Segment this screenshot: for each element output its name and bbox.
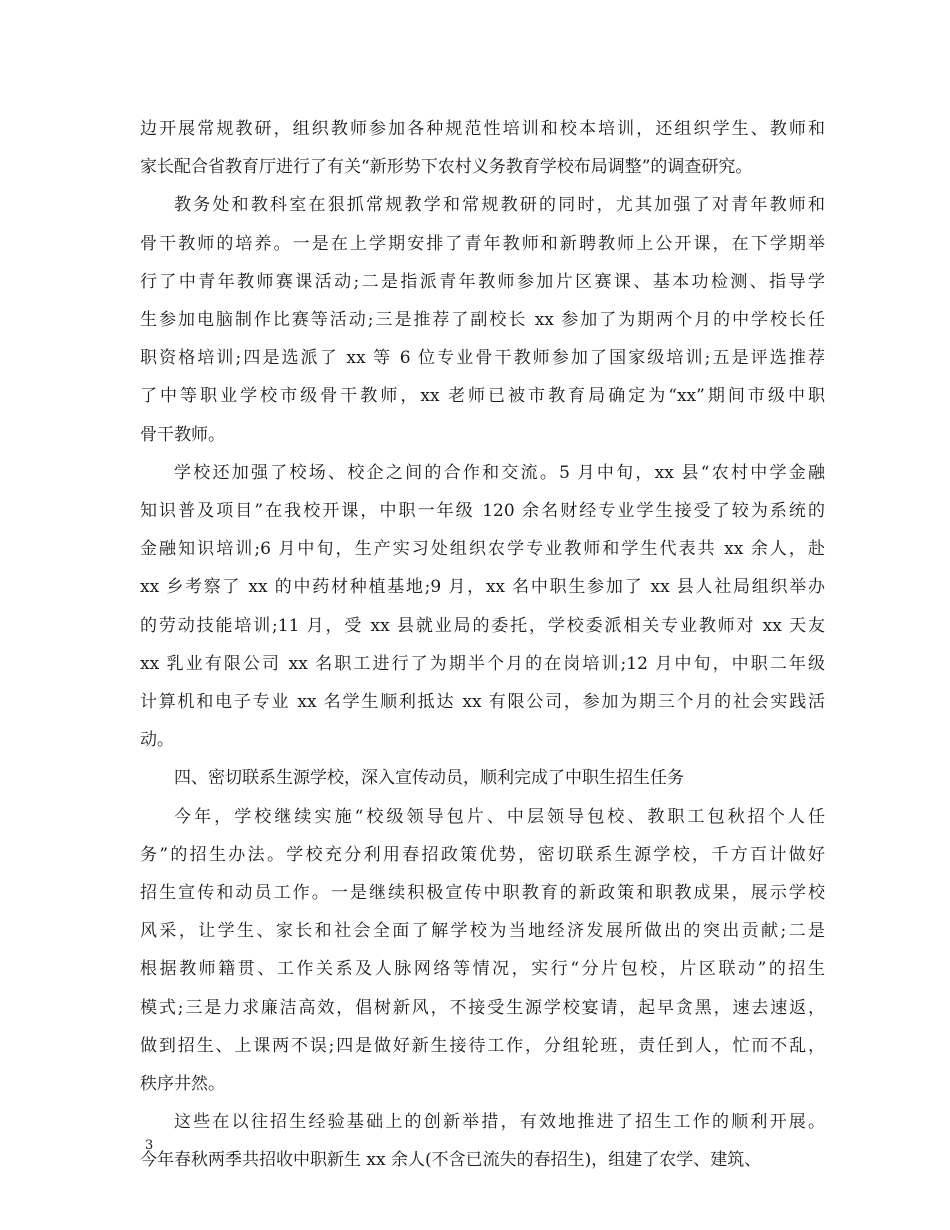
text-line: 职资格培训;四是选派了 xx 等 6 位专业骨干教师参加了国家级培训;五是评选推荐 bbox=[140, 348, 825, 369]
text-line: 边开展常规教研，组织教师参加各种规范性培训和校本培训，还组织学生、教师和 bbox=[140, 119, 825, 139]
paragraph bbox=[140, 186, 825, 453]
text-line: 招生宣传和动员工作。一是继续积极宣传中职教育的新政策和职教成果，展示学校 bbox=[140, 883, 825, 904]
paragraph bbox=[140, 759, 825, 797]
text-line: 今年，学校继续实施“校级领导包片、中层领导包校、教职工包秋招个人任 bbox=[174, 806, 825, 827]
text-line: 动。 bbox=[140, 730, 174, 751]
text-line: 生参加电脑制作比赛等活动;三是推荐了副校长 xx 参加了为期两个月的中学校长任 bbox=[140, 310, 825, 331]
text-line: 四、密切联系生源学校，深入宣传动员，顺利完成了中职生招生任务 bbox=[174, 768, 684, 789]
text-line: 教务处和教科室在狠抓常规教学和常规教研的同时，尤其加强了对青年教师和 bbox=[174, 195, 825, 216]
text-line: 模式;三是力求廉洁高效，倡树新风，不接受生源学校宴请，起早贪黑，速去速返， bbox=[140, 997, 825, 1018]
text-line: 金融知识培训;6 月中旬，生产实习处组织农学专业教师和学生代表共 xx 余人，赴 bbox=[140, 539, 825, 560]
paragraph bbox=[140, 110, 825, 186]
text-line: 今年春秋两季共招收中职新生 xx 余人(不含已流失的春招生)，组建了农学、建筑、 bbox=[140, 1150, 762, 1171]
text-line: 学校还加强了校场、校企之间的合作和交流。5 月中旬，xx 县“农村中学金融 bbox=[174, 462, 825, 483]
text-line: 根据教师籍贯、工作关系及人脉网络等情况，实行“分片包校，片区联动”的招生 bbox=[140, 959, 825, 980]
document-body bbox=[140, 110, 825, 1180]
paragraph bbox=[140, 454, 825, 760]
text-line: 风采，让学生、家长和社会全面了解学校为当地经济发展所做出的突出贡献;二是 bbox=[140, 921, 825, 942]
text-line: 的劳动技能培训;11 月，受 xx 县就业局的委托，学校委派相关专业教师对 xx 天友 bbox=[140, 615, 825, 636]
text-line: xx 乡考察了 xx 的中药材种植基地;9 月，xx 名中职生参加了 xx 县人社局组织举办 bbox=[140, 577, 825, 598]
text-line: 了中等职业学校市级骨干教师，xx 老师已被市教育局确定为“xx”期间市级中职 bbox=[140, 386, 825, 407]
text-line: xx 乳业有限公司 xx 名职工进行了为期半个月的在岗培训;12 月中旬，中职二年级 bbox=[140, 653, 825, 674]
text-line: 做到招生、上课两不误;四是做好新生接待工作，分组轮班，责任到人，忙而不乱， bbox=[140, 1035, 825, 1056]
text-line: 骨干教师。 bbox=[140, 424, 225, 445]
text-line: 知识普及项目”在我校开课，中职一年级 120 余名财经专业学生接受了较为系统的 bbox=[140, 501, 825, 522]
paragraph bbox=[140, 1103, 825, 1179]
text-line: 行了中青年教师赛课活动;二是指派青年教师参加片区赛课、基本功检测、指导学 bbox=[140, 271, 825, 292]
paragraph bbox=[140, 798, 825, 1104]
text-line: 务”的招生办法。学校充分利用春招政策优势，密切联系生源学校，千方百计做好 bbox=[140, 844, 825, 865]
text-line: 骨干教师的培养。一是在上学期安排了青年教师和新聘教师上公开课，在下学期举 bbox=[140, 233, 825, 254]
page-number: 3 bbox=[145, 1138, 154, 1153]
text-line: 秩序井然。 bbox=[140, 1074, 225, 1095]
text-line: 家长配合省教育厅进行了有关“新形势下农村义务教育学校布局调整”的调查研究。 bbox=[140, 157, 753, 178]
text-line: 这些在以往招生经验基础上的创新举措，有效地推进了招生工作的顺利开展。 bbox=[174, 1112, 825, 1133]
text-line: 计算机和电子专业 xx 名学生顺利抵达 xx 有限公司，参加为期三个月的社会实践活 bbox=[140, 692, 825, 713]
